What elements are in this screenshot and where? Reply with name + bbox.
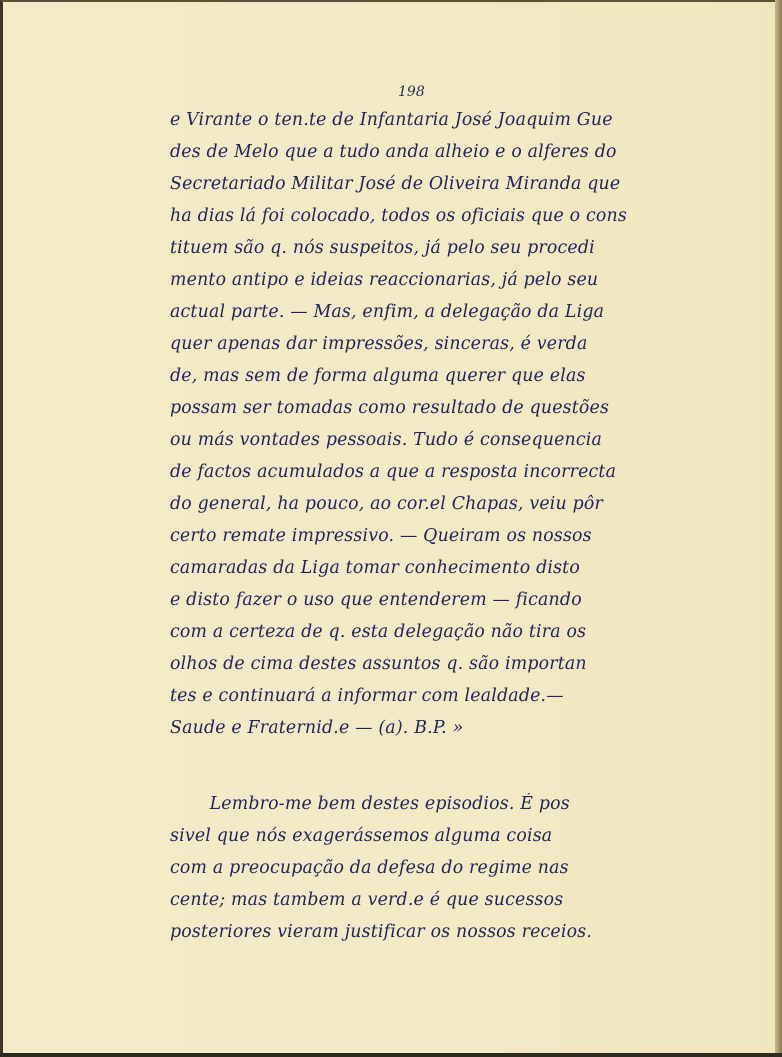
- text-line: ha dias lá foi colocado, todos os oficiais que o cons: [170, 206, 627, 226]
- text-line: tes e continuará a informar com lealdade.—: [170, 686, 564, 706]
- text-line: actual parte. — Mas, enfim, a delegação da Liga: [170, 302, 605, 322]
- text-line: tituem são q. nós suspeitos, já pelo seu procedi: [170, 238, 595, 258]
- text-line: do general, ha pouco, ao cor.el Chapas, veiu pôr: [170, 494, 603, 514]
- book-spine-edge: [775, 0, 782, 1057]
- text-line: Secretariado Militar José de Oliveira Miranda que: [170, 174, 621, 194]
- text-line: des de Melo que a tudo anda alheio e o alferes do: [170, 142, 617, 162]
- page-bottom-edge: [0, 1053, 782, 1057]
- page-number: 198: [398, 84, 425, 100]
- text-line: de, mas sem de forma alguma querer que elas: [170, 366, 586, 386]
- text-line: posteriores vieram justificar os nossos receios.: [170, 922, 593, 942]
- paragraph-2: [170, 788, 680, 948]
- text-line: com a certeza de q. esta delegação não tira os: [170, 622, 587, 642]
- text-line: Saude e Fraternid.e — (a). B.P. »: [170, 718, 464, 738]
- text-line: sivel que nós exagerássemos alguma coisa: [170, 826, 553, 846]
- text-line: quer apenas dar impressões, sinceras, é verda: [170, 334, 588, 354]
- text-line: ou más vontades pessoais. Tudo é consequencia: [170, 430, 603, 450]
- text-line: cente; mas tambem a verd.e é que sucessos: [170, 890, 564, 910]
- text-line: e Virante o ten.te de Infantaria José Joaquim Gue: [170, 110, 613, 130]
- text-line: possam ser tomadas como resultado de questões: [170, 398, 610, 418]
- paragraph-1: [170, 104, 680, 744]
- text-line: e disto fazer o uso que entenderem — ficando: [170, 590, 582, 610]
- text-line: Lembro-me bem destes episodios. É pos: [209, 794, 570, 814]
- manuscript-text: [170, 104, 680, 948]
- text-line: olhos de cima destes assuntos q. são importan: [170, 654, 587, 674]
- text-line: certo remate impressivo. — Queiram os nossos: [170, 526, 592, 546]
- paragraph-gap: [170, 744, 680, 788]
- text-line: camaradas da Liga tomar conhecimento disto: [170, 558, 580, 578]
- text-line: com a preocupação da defesa do regime nas: [170, 858, 569, 878]
- text-line: de factos acumulados a que a resposta incorrecta: [170, 462, 617, 482]
- text-line: mento antipo e ideias reaccionarias, já pelo seu: [170, 270, 599, 290]
